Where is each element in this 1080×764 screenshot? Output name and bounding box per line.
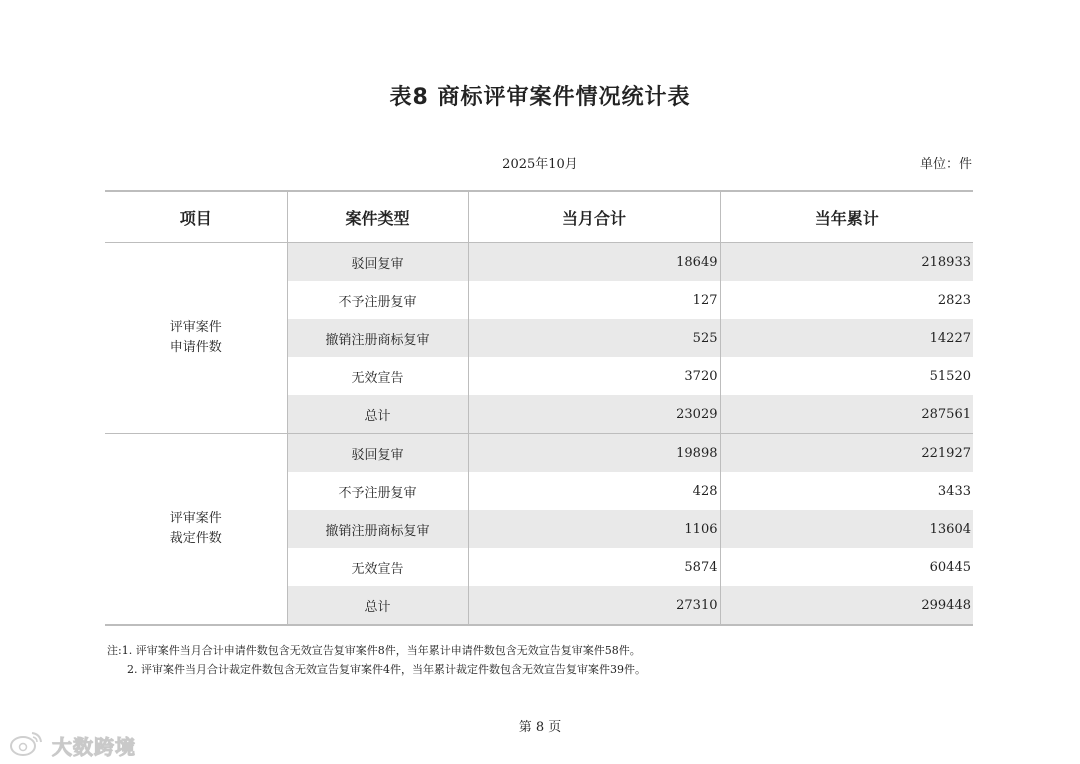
year-total-cell: 299448: [720, 586, 973, 625]
year-total-cell: 218933: [720, 243, 973, 282]
year-total-cell: 51520: [720, 357, 973, 395]
year-total-cell: 3433: [720, 472, 973, 510]
footnotes: [107, 641, 646, 679]
document-title: 表8 商标评审案件情况统计表: [389, 85, 691, 110]
case-type-cell: 总计: [287, 395, 468, 434]
header-row: [105, 191, 973, 243]
table-row: [105, 243, 973, 282]
footnote-2: 2. 评审案件当月合计裁定件数包含无效宣告复审案件4件，当年累计裁定件数包含无效宣告复审案件39件。: [127, 663, 646, 676]
case-type-cell: 无效宣告: [287, 548, 468, 586]
weibo-logo-icon: [8, 727, 48, 763]
page-number: 第 8 页: [518, 720, 562, 735]
case-type-cell: 撤销注册商标复审: [287, 510, 468, 548]
case-type-cell: 无效宣告: [287, 357, 468, 395]
year-total-cell: 287561: [720, 395, 973, 434]
header-month: 当月合计: [468, 191, 720, 243]
group-label: 评审案件 裁定件数: [105, 434, 287, 626]
month-total-cell: 27310: [468, 586, 720, 625]
year-total-cell: 14227: [720, 319, 973, 357]
report-period: 2025年10月: [502, 157, 578, 172]
year-total-cell: 221927: [720, 434, 973, 473]
case-type-cell: 驳回复审: [287, 243, 468, 282]
month-total-cell: 19898: [468, 434, 720, 473]
month-total-cell: 525: [468, 319, 720, 357]
case-type-cell: 不予注册复审: [287, 472, 468, 510]
month-total-cell: 428: [468, 472, 720, 510]
table-row: [105, 434, 973, 473]
month-total-cell: 3720: [468, 357, 720, 395]
group-label: 评审案件 申请件数: [105, 243, 287, 434]
case-type-cell: 驳回复审: [287, 434, 468, 473]
watermark: [8, 727, 136, 763]
month-total-cell: 1106: [468, 510, 720, 548]
month-total-cell: 5874: [468, 548, 720, 586]
statistics-table: [105, 190, 973, 626]
footnote-1: 注:1. 评审案件当月合计申请件数包含无效宣告复审案件8件，当年累计申请件数包含无效宣告复审案件58件。: [107, 644, 641, 657]
month-total-cell: 127: [468, 281, 720, 319]
case-type-cell: 撤销注册商标复审: [287, 319, 468, 357]
watermark-text: 大数跨境: [52, 734, 136, 759]
unit-label: 单位：件: [919, 157, 972, 172]
header-item: 项目: [105, 191, 287, 243]
month-total-cell: 18649: [468, 243, 720, 282]
header-year: 当年累计: [720, 191, 973, 243]
year-total-cell: 13604: [720, 510, 973, 548]
header-type: 案件类型: [287, 191, 468, 243]
case-type-cell: 不予注册复审: [287, 281, 468, 319]
year-total-cell: 60445: [720, 548, 973, 586]
month-total-cell: 23029: [468, 395, 720, 434]
case-type-cell: 总计: [287, 586, 468, 625]
year-total-cell: 2823: [720, 281, 973, 319]
